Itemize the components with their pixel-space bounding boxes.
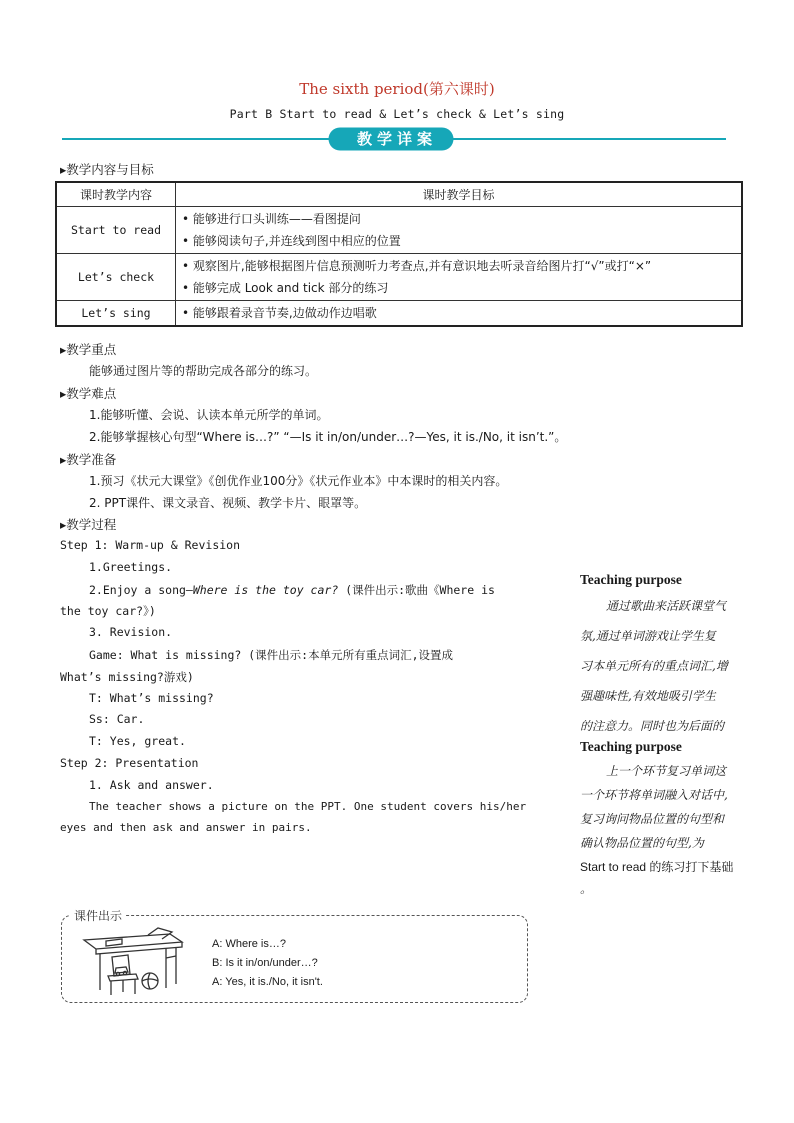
- goals-table: [55, 181, 743, 327]
- section-heading-preparation: ▸教学准备: [60, 452, 117, 467]
- table-row: [56, 254, 742, 301]
- goal-item: • 能够跟着录音节奏,边做动作边唱歌: [182, 306, 377, 320]
- sidebar-line: 习本单元所有的重点词汇,增: [580, 659, 728, 673]
- preparation-item: 2. PPT课件、课文录音、视频、教学卡片、眼罩等。: [89, 496, 367, 510]
- section-heading-key-points: ▸教学重点: [60, 342, 117, 357]
- process-line: the toy car?》): [60, 604, 156, 618]
- goal-item: • 能够阅读句子,并连线到图中相应的位置: [182, 234, 401, 248]
- sidebar-line: 通过歌曲来活跃课堂气: [606, 599, 727, 613]
- dialog-line: Ss: Car.: [89, 712, 145, 726]
- sidebar-heading: Teaching purpose: [580, 572, 682, 587]
- song-prefix: 2.Enjoy a song—: [89, 583, 193, 597]
- sidebar-line: Start to read 的练习打下基础: [580, 860, 734, 874]
- step-1-heading: Step 1: Warm-up & Revision: [60, 538, 241, 552]
- page-subtitle: Part B Start to read & Let’s check & Let’s sing: [229, 107, 565, 121]
- sidebar-line: 确认物品位置的句型,为: [580, 836, 704, 850]
- table-cell-part: Let’s sing: [56, 301, 176, 327]
- section-heading-goals: ▸教学内容与目标: [60, 162, 154, 177]
- preparation-item: 1.预习《状元大课堂》《创优作业100分》《状元作业本》中本课时的相关内容。: [89, 474, 508, 488]
- difficulty-item: 2.能够掌握核心句型“Where is…?” “—Is it in/on/under…?—Yes, it is./No, it isn’t.”。: [89, 430, 567, 444]
- table-row: [56, 207, 742, 254]
- process-line: What’s missing?游戏): [60, 670, 194, 684]
- banner-label: 教学详案: [356, 130, 437, 148]
- dialog-line: T: Yes, great.: [89, 734, 186, 748]
- sidebar-line: 。: [580, 882, 593, 896]
- table-cell-goals: [176, 254, 743, 301]
- process-line: The teacher shows a picture on the PPT. One student covers his/her: [89, 800, 527, 813]
- sidebar-line: 强趣味性,有效地吸引学生: [580, 689, 716, 703]
- table-cell-part: Start to read: [56, 207, 176, 254]
- process-line: [89, 582, 495, 598]
- song-note: (课件出示:歌曲《Where is: [338, 583, 495, 597]
- process-line: eyes and then ask and answer in pairs.: [60, 821, 312, 834]
- table-cell-goals: [176, 207, 743, 254]
- dialog-line: T: What’s missing?: [89, 691, 214, 705]
- sidebar-line: 氛,通过单词游戏让学生复: [580, 629, 716, 643]
- sidebar-line: 一个环节将单词融入对话中,: [580, 788, 728, 802]
- courseware-label: 课件出示: [70, 907, 126, 924]
- sidebar-line: 复习询问物品位置的句型和: [580, 812, 725, 826]
- step-2-heading: Step 2: Presentation: [60, 756, 199, 770]
- table-header: 课时教学目标: [176, 182, 743, 207]
- courseware-line: A: Where is…?: [212, 938, 286, 950]
- page-title: The sixth period(第六课时): [299, 80, 495, 98]
- desk-chair-ball-illustration: [78, 922, 190, 998]
- goal-item: • 能够进行口头训练——看图提问: [182, 212, 361, 226]
- courseware-line: A: Yes, it is./No, it isn't.: [212, 976, 323, 988]
- difficulty-item: 1.能够听懂、会说、认读本单元所学的单词。: [89, 408, 329, 422]
- section-heading-process: ▸教学过程: [60, 517, 117, 532]
- goal-item: • 观察图片,能够根据图片信息预测听力考查点,并有意识地去听录音给图片打“√”或打“×”: [182, 259, 652, 273]
- process-line: 1. Ask and answer.: [89, 778, 214, 792]
- sidebar-line: 的注意力。同时也为后面的: [580, 719, 725, 733]
- table-cell-part: Let’s check: [56, 254, 176, 301]
- table-header: 课时教学内容: [56, 182, 176, 207]
- process-line: 1.Greetings.: [89, 560, 173, 574]
- section-heading-difficulties: ▸教学难点: [60, 386, 117, 401]
- sidebar-heading: Teaching purpose: [580, 739, 682, 754]
- sidebar-line: 上一个环节复习单词这: [606, 764, 727, 778]
- table-header-row: [56, 182, 742, 207]
- table-cell-goals: [176, 301, 743, 327]
- song-title: Where is the toy car?: [192, 583, 339, 597]
- key-points-text: 能够通过图片等的帮助完成各部分的练习。: [89, 364, 318, 378]
- process-line: Game: What is missing? (课件出示:本单元所有重点词汇,设置成: [89, 648, 454, 662]
- courseware-line: B: Is it in/on/under…?: [212, 957, 318, 969]
- goal-item: • 能够完成 Look and tick 部分的练习: [182, 281, 389, 295]
- process-line: 3. Revision.: [89, 625, 173, 639]
- table-row: [56, 301, 742, 327]
